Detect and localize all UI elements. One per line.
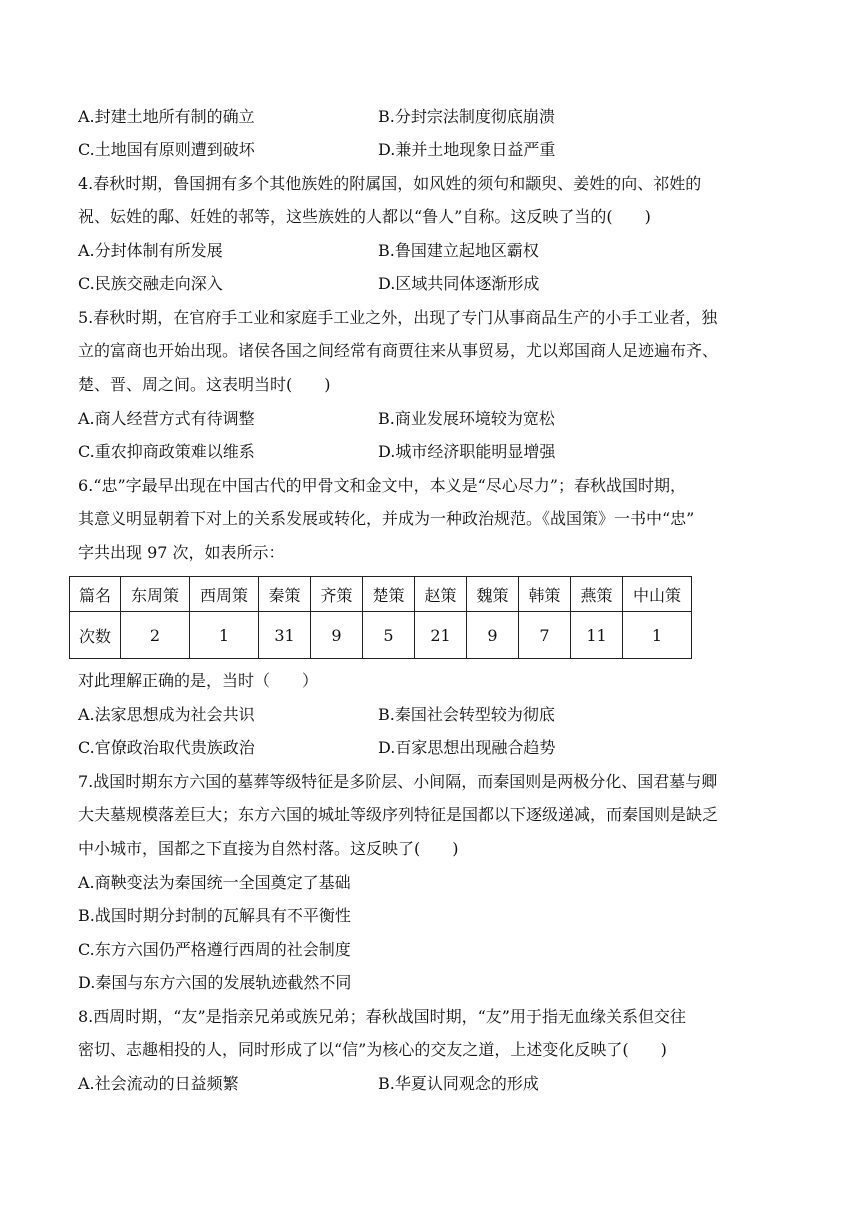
q6-after-table: 对此理解正确的是，当时（ ） (78, 671, 319, 690)
table-cell: 韩策 (519, 577, 571, 612)
table-cell: 中山策 (623, 577, 692, 612)
table-cell: 东周策 (121, 577, 190, 612)
q7-option-d[interactable]: D.秦国与东方六国的发展轨迹截然不同 (78, 973, 352, 992)
table-cell: 5 (363, 612, 415, 659)
table-cell: 21 (415, 612, 467, 659)
q5-stem-line-2: 立的富商也开始出现。诸侯各国之间经常有商贾往来从事贸易，尤以郑国商人足迹遍布齐、 (78, 341, 719, 360)
table-cell: 11 (571, 612, 623, 659)
table-row (70, 612, 692, 659)
q6-option-b[interactable]: B.秦国社会转型较为彻底 (378, 705, 555, 724)
q4-option-d[interactable]: D.区域共同体逐渐形成 (378, 274, 540, 293)
q7-stem-line-3: 中小城市，国都之下直接为自然村落。这反映了( ) (78, 839, 459, 858)
q7-option-a[interactable]: A.商鞅变法为秦国统一全国奠定了基础 (78, 873, 351, 892)
q5-option-b[interactable]: B.商业发展环境较为宽松 (378, 409, 555, 428)
table-cell: 赵策 (415, 577, 467, 612)
q5-option-d[interactable]: D.城市经济职能明显增强 (378, 442, 556, 461)
q6-option-d[interactable]: D.百家思想出现融合趋势 (378, 738, 556, 757)
table-cell: 2 (121, 612, 190, 659)
q4-stem-line-2: 祝、妘姓的鄅、妊姓的邿等，这些族姓的人都以“鲁人”自称。这反映了当的( ) (78, 207, 651, 226)
q7-stem-line-1: 7.战国时期东方六国的墓葬等级特征是多阶层、小间隔，而秦国则是两极分化、国君墓与卿 (78, 772, 718, 791)
q6-option-c[interactable]: C.官僚政治取代贵族政治 (78, 738, 255, 757)
q6-option-a[interactable]: A.法家思想成为社会共识 (78, 705, 255, 724)
q5-option-c[interactable]: C.重农抑商政策难以维系 (78, 442, 255, 461)
q3-option-b[interactable]: B.分封宗法制度彻底崩溃 (378, 107, 555, 126)
q7-option-c[interactable]: C.东方六国仍严格遵行西周的社会制度 (78, 940, 351, 959)
q5-stem-line-3: 楚、晋、周之间。这表明当时( ) (78, 375, 331, 394)
q4-option-b[interactable]: B.鲁国建立起地区霸权 (378, 241, 539, 260)
q6-stem-line-2: 其意义明显朝着下对上的关系发展或转化，并成为一种政治规范。《战国策》一书中“忠” (78, 509, 695, 528)
q4-stem-line-1: 4.春秋时期，鲁国拥有多个其他族姓的附属国，如风姓的须句和颛臾、姜姓的向、祁姓的 (78, 174, 702, 193)
zhong-count-table (69, 576, 692, 659)
q3-option-d[interactable]: D.兼并土地现象日益严重 (378, 140, 556, 159)
table-cell: 西周策 (190, 577, 259, 612)
table-cell: 9 (311, 612, 363, 659)
table-cell: 魏策 (467, 577, 519, 612)
table-cell: 31 (259, 612, 311, 659)
table-cell: 篇名 (70, 577, 121, 612)
q6-stem-line-3: 字共出现 97 次，如表所示： (78, 543, 285, 562)
table-cell: 齐策 (311, 577, 363, 612)
table-cell: 次数 (70, 612, 121, 659)
q4-option-c[interactable]: C.民族交融走向深入 (78, 274, 223, 293)
q3-option-a[interactable]: A.封建土地所有制的确立 (78, 107, 255, 126)
q4-option-a[interactable]: A.分封体制有所发展 (78, 241, 223, 260)
q5-stem-line-1: 5.春秋时期，在官府手工业和家庭手工业之外，出现了专门从事商品生产的小手工业者，独 (78, 308, 718, 327)
q5-option-a[interactable]: A.商人经营方式有待调整 (78, 409, 255, 428)
q7-stem-line-2: 大夫墓规模落差巨大；东方六国的城址等级序列特征是国都以下逐级递减，而秦国则是缺乏 (78, 805, 719, 824)
q7-option-b[interactable]: B.战国时期分封制的瓦解具有不平衡性 (78, 906, 351, 925)
q8-option-b[interactable]: B.华夏认同观念的形成 (378, 1074, 539, 1093)
q8-stem-line-1: 8.西周时期，“友”是指亲兄弟或族兄弟；春秋战国时期，“友”用于指无血缘关系但交往 (78, 1007, 686, 1026)
table-cell: 秦策 (259, 577, 311, 612)
table-cell: 楚策 (363, 577, 415, 612)
table-cell: 7 (519, 612, 571, 659)
q8-option-a[interactable]: A.社会流动的日益频繁 (78, 1074, 239, 1093)
table-cell: 1 (190, 612, 259, 659)
table-cell: 1 (623, 612, 692, 659)
table-header-row (70, 577, 692, 612)
table-cell: 燕策 (571, 577, 623, 612)
q8-stem-line-2: 密切、志趣相投的人，同时形成了以“信”为核心的交友之道，上述变化反映了( ) (78, 1040, 667, 1059)
q3-option-c[interactable]: C.土地国有原则遭到破坏 (78, 140, 255, 159)
q6-stem-line-1: 6.“忠”字最早出现在中国古代的甲骨文和金文中，本义是“尽心尽力”；春秋战国时期， (78, 476, 686, 495)
table-cell: 9 (467, 612, 519, 659)
